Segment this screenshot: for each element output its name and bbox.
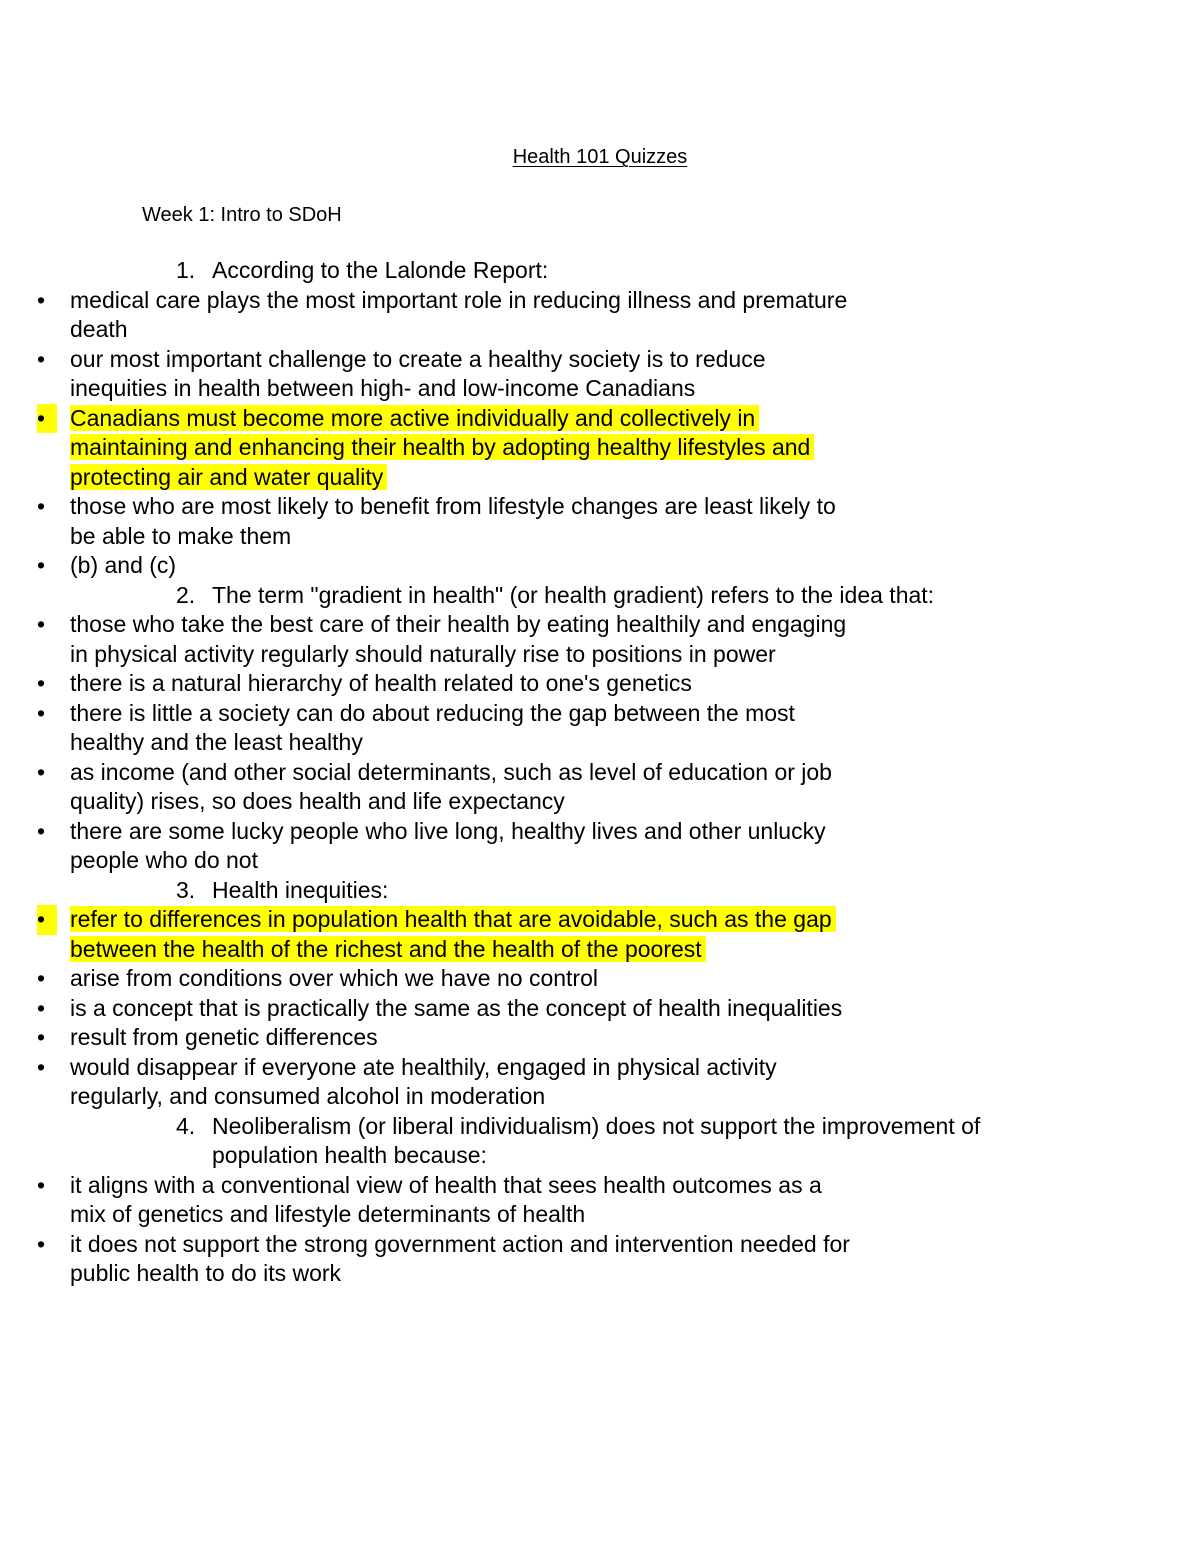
bullet-icon: •: [37, 493, 46, 519]
option-item: [0, 1023, 860, 1053]
option-text: those who are most likely to benefit from lifestyle changes are least likely to be able to make them: [70, 493, 836, 549]
option-item: [0, 994, 860, 1024]
option-item: [0, 1230, 860, 1289]
bullet-icon: •: [37, 905, 57, 935]
bullet-icon: •: [37, 965, 46, 991]
question-text: According to the Lalonde Report:: [212, 257, 549, 283]
bullet-icon: •: [37, 1053, 46, 1080]
bullet-icon: •: [37, 994, 46, 1021]
option-text-highlighted: refer to differences in population health that are avoidable, such as the gap between the health of the richest and the health of the poorest: [70, 906, 836, 962]
question-item: [0, 1112, 1200, 1289]
option-list: [0, 610, 1200, 876]
option-text: those who take the best care of their health by eating healthily and engaging in physical activity regularly should naturally rise to positions in power: [70, 611, 847, 667]
option-item: [0, 610, 860, 669]
option-text: it aligns with a conventional view of health that sees health outcomes as a mix of genetics and lifestyle determinants of health: [70, 1171, 822, 1227]
option-text-highlighted: Canadians must become more active individually and collectively in maintaining and enhancing their health by adopting healthy lifestyles and protecting air and water quality: [70, 405, 814, 490]
question-list: [0, 256, 1200, 1289]
question-item: [0, 876, 1200, 1112]
bullet-icon: •: [37, 699, 46, 726]
option-item: [0, 699, 860, 758]
bullet-icon: •: [37, 1024, 46, 1050]
bullet-icon: •: [37, 404, 57, 434]
option-text: there is a natural hierarchy of health related to one's genetics: [70, 670, 692, 696]
bullet-icon: •: [37, 817, 46, 844]
option-item-highlighted: [0, 404, 860, 493]
option-item: [0, 551, 860, 581]
bullet-icon: •: [37, 1230, 46, 1257]
bullet-icon: •: [37, 611, 46, 637]
option-text: as income (and other social determinants, such as level of education or job quality) rises, so does health and life expectancy: [70, 758, 832, 814]
option-item: [0, 964, 860, 994]
option-item: [0, 817, 860, 876]
option-item: [0, 758, 860, 817]
question-item: [0, 581, 1200, 876]
option-text: result from genetic differences: [70, 1024, 378, 1050]
option-item-highlighted: [0, 905, 860, 964]
bullet-icon: •: [37, 552, 46, 578]
option-item: [0, 286, 860, 345]
option-text: (b) and (c): [70, 552, 177, 578]
question-number: 2.: [176, 581, 196, 608]
option-item: [0, 1053, 860, 1112]
option-text: is a concept that is practically the same as the concept of health inequalities: [70, 994, 843, 1021]
option-item: [0, 669, 860, 699]
option-text: would disappear if everyone ate healthily, engaged in physical activity regularly, and consumed alcohol in moderation: [70, 1053, 777, 1109]
option-list: [0, 905, 1200, 1112]
question-number: 3.: [176, 876, 196, 903]
bullet-icon: •: [37, 758, 46, 785]
option-text: our most important challenge to create a healthy society is to reduce inequities in health between high- and low-income Canadians: [70, 345, 766, 401]
option-text: medical care plays the most important role in reducing illness and premature death: [70, 286, 848, 342]
question-text: The term "gradient in health" (or health gradient) refers to the idea that:: [212, 581, 935, 608]
option-text: there are some lucky people who live long, healthy lives and other unlucky people who do not: [70, 817, 826, 873]
option-text: it does not support the strong government action and intervention needed for public health to do its work: [70, 1230, 850, 1286]
option-list: [0, 286, 1200, 581]
bullet-icon: •: [37, 286, 46, 313]
option-item: [0, 345, 860, 404]
option-list: [0, 1171, 1200, 1289]
document-title: Health 101 Quizzes: [512, 146, 688, 168]
option-item: [0, 492, 860, 551]
option-text: arise from conditions over which we have no control: [70, 965, 598, 991]
option-item: [0, 1171, 860, 1230]
option-text: there is little a society can do about reducing the gap between the most healthy and the least healthy: [70, 699, 795, 755]
bullet-icon: •: [37, 1171, 46, 1198]
question-text: Health inequities:: [212, 876, 389, 903]
bullet-icon: •: [37, 345, 46, 372]
week-heading: Week 1: Intro to SDoH: [142, 204, 342, 226]
question-number: 1.: [176, 257, 196, 283]
question-number: 4.: [176, 1112, 196, 1139]
question-item: [0, 256, 1200, 581]
question-text: Neoliberalism (or liberal individualism) does not support the improvement of population health because:: [212, 1112, 981, 1168]
bullet-icon: •: [37, 670, 46, 696]
